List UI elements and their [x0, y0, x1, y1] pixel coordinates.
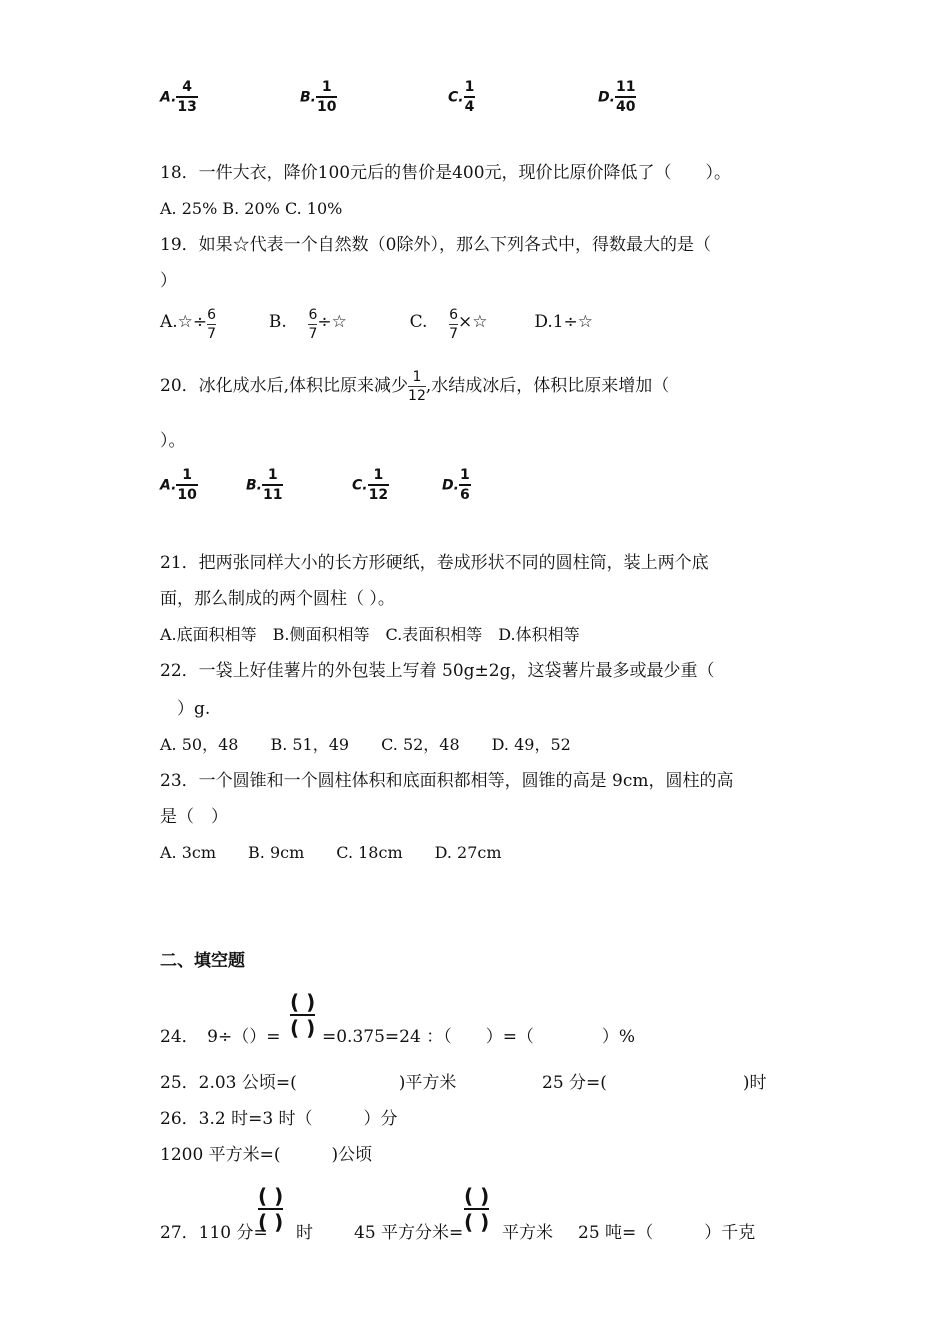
fraction: $\frac{6}{7}$: [449, 307, 459, 342]
q23-options: A. 3cm B. 9cm C. 18cm D. 27cm: [160, 843, 502, 862]
fraction: $\frac{1}{12}$: [368, 467, 389, 503]
fraction: $\frac{11}{40}$: [615, 79, 636, 115]
fraction: $\frac{1}{10}$: [177, 467, 197, 503]
q18-text: 18．一件大衣，降价100元后的售价是400元，现价比原价降低了（ ）。: [160, 163, 732, 183]
q21-text: 21．把两张同样大小的长方形硬纸，卷成形状不同的圆柱筒，装上两个底: [160, 553, 709, 573]
q19-options: [160, 308, 593, 341]
q27-blank-fraction-2[interactable]: ( ) ( ): [464, 1184, 490, 1234]
q23-text-cont: 是（ ）: [160, 807, 228, 827]
q18-options: A. 25% B. 20% C. 10%: [160, 199, 343, 218]
q21-text-cont: 面，那么制成的两个圆柱（ ）。: [160, 589, 395, 609]
q26-line1: 26．3.2 时=3 时（ ）分: [160, 1109, 398, 1129]
q17-option-b[interactable]: B. $\frac{1}{10}$: [300, 79, 337, 115]
q23-text: 23．一个圆锥和一个圆柱体积和底面积都相等，圆锥的高是 9cm，圆柱的高: [160, 771, 734, 791]
fraction: $\frac{1}{12}$: [408, 369, 426, 404]
q19-option-d[interactable]: D.1÷☆: [534, 312, 594, 332]
q27-blank-fraction-1[interactable]: ( ) ( ): [258, 1184, 284, 1234]
q25-part2: 25 分=( )时: [542, 1073, 767, 1093]
fraction: $\frac{1}{6}$: [459, 467, 470, 503]
q19-option-a[interactable]: A.☆÷ $\frac{6}{7}$: [160, 307, 217, 342]
q20-option-a[interactable]: A. $\frac{1}{10}$: [160, 467, 197, 503]
fraction: $\frac{6}{7}$: [308, 307, 318, 342]
fraction: $\frac{1}{11}$: [263, 467, 283, 503]
q27-part1-pre: 27．110 分=: [160, 1223, 268, 1243]
q27-part1-post: 时: [296, 1223, 313, 1243]
q27-part2-post: 平方米: [502, 1223, 553, 1243]
q22-options: A. 50，48 B. 51，49 C. 52，48 D. 49，52: [160, 735, 571, 754]
q17-option-c[interactable]: C. $\frac{1}{4}$: [448, 79, 475, 115]
q17-option-d[interactable]: D. $\frac{11}{40}$: [598, 79, 636, 115]
q21-options: A.底面积相等 B.侧面积相等 C.表面积相等 D.体积相等: [160, 625, 580, 644]
q24-blank-fraction[interactable]: ( ) ( ): [290, 990, 316, 1040]
q26-line2: 1200 平方米=( )公顷: [160, 1145, 373, 1165]
q22-text-cont: ）g.: [160, 699, 211, 719]
q20-text: 20．冰化成水后,体积比原来减少 $\frac{1}{12}$ ,水结成冰后，体积比原来增加（: [160, 369, 670, 404]
q27-part2-pre: 45 平方分米=: [354, 1223, 464, 1243]
fraction: $\frac{1}{10}$: [317, 79, 337, 115]
fraction: $\frac{6}{7}$: [207, 307, 217, 342]
q24-text-pre: 24． 9÷（）=: [160, 1027, 281, 1047]
q24-text-post: =0.375=24 ：（ ）=（ ）%: [322, 1027, 636, 1047]
fraction: $\frac{1}{4}$: [464, 79, 475, 115]
fraction: $\frac{4}{13}$: [177, 79, 197, 115]
q22-text: 22．一袋上好佳薯片的外包装上写着 50g±2g，这袋薯片最多或最少重（: [160, 661, 715, 681]
q20-text-cont: ）。: [160, 431, 186, 451]
q20-option-d[interactable]: D. $\frac{1}{6}$: [442, 467, 470, 503]
q27-part3: 25 吨=（ ）千克: [578, 1223, 756, 1243]
q19-text-cont: ）: [160, 271, 177, 291]
section-heading: 二、填空题: [160, 951, 245, 971]
q25-part1: 25．2.03 公顷=( )平方米: [160, 1073, 457, 1093]
q19-option-b[interactable]: B. $\frac{6}{7}$ ÷☆: [268, 307, 347, 342]
q20-option-b[interactable]: B. $\frac{1}{11}$: [246, 467, 283, 503]
q20-option-c[interactable]: C. $\frac{1}{12}$: [352, 467, 389, 503]
q17-option-a[interactable]: A. $\frac{4}{13}$: [160, 79, 197, 115]
q19-text: 19．如果☆代表一个自然数（0除外），那么下列各式中，得数最大的是（: [160, 235, 711, 255]
q19-option-c[interactable]: C. $\frac{6}{7}$ ×☆: [409, 307, 488, 342]
